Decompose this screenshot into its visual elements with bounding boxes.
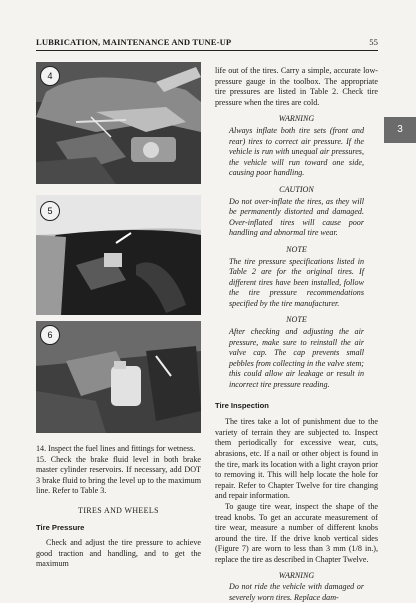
figure-number-badge: 4: [40, 66, 60, 86]
note-label: NOTE: [286, 315, 307, 325]
figure-4: [36, 62, 201, 184]
warning-text: Do not ride the vehicle with damaged or severely worn tires. Replace dam-: [229, 582, 364, 602]
note-text: The tire pressure specifications listed in Table 2 are for the original tires. If different tires have been installed, follow the tire pressure recommendations specified by the tire manufacturer.: [229, 256, 364, 308]
intro-paragraph: life out of the tires. Carry a simple, accurate low-pressure gauge in the toolbox. The appropriate tire pressures are listed in Table 2. Check tire pressure when the tires are cold.: [215, 66, 378, 107]
figure-number-badge: 5: [40, 201, 60, 221]
step-15: 15. Check the brake fluid level in both brake master cylinder reservoirs. If necessary, add DOT 3 brake fluid to bring the level up to the maximum line. Refer to Table 3.: [36, 454, 201, 496]
page-number: 55: [369, 37, 378, 47]
caution-box: [229, 185, 364, 239]
figure-5: [36, 195, 201, 315]
warning-label: WARNING: [278, 570, 315, 580]
tire-pressure-paragraph: Check and adjust the tire pressure to achieve good traction and handling, and to get the maximum: [36, 538, 201, 569]
heading-tire-pressure: Tire Pressure: [36, 522, 85, 532]
heading-tire-inspection: Tire Inspection: [215, 400, 269, 410]
note-text: After checking and adjusting the air pressure, make sure to reinstall the air valve cap. The cap prevents small pebbles from collecting in the valve stem; this could allow air leakage or result in incorrect tire pressure reading.: [229, 327, 364, 390]
note-box-2: [229, 315, 364, 390]
inspection-paragraph-2: To gauge tire wear, inspect the shape of the tread knobs. To get an accurate measurement of tire wear, measure a number of different knobs around the tire. If the drive knob vertical sides (Figure 7) are worn to less than 3 mm (1/8 in.), replace the tire as described in Chapter Twelve.: [215, 501, 378, 564]
section-title: LUBRICATION, MAINTENANCE AND TUNE-UP: [36, 37, 232, 47]
inspection-paragraph-1: The tires take a lot of punishment due to the variety of terrain they are subjected to. Inspect them periodically for excessive wear, cuts, abrasions, etc. If a nail or other object is found in the tire, mark its location with a light crayon prior to removing it. This will help locate the hole for repair. Refer to Chapter Twelve for tire changing and repair information.: [215, 417, 378, 501]
note-box: [229, 245, 364, 310]
caution-text: Do not over-inflate the tires, as they will be permanently distorted and damaged. Over-inflated tires will cause poor handling and abnormal tire wear.: [229, 196, 364, 238]
page-header: [36, 36, 378, 51]
caution-label: CAUTION: [279, 184, 314, 194]
left-column: [36, 444, 201, 570]
chapter-tab: 3: [384, 117, 416, 143]
figure-6-photo: [36, 321, 201, 433]
figure-6: [36, 321, 201, 433]
figure-number-badge: 6: [40, 325, 60, 345]
note-label: NOTE: [286, 244, 307, 254]
figure-5-photo: [36, 195, 201, 315]
figure-4-photo: [36, 62, 201, 184]
warning-text: Always inflate both tire sets (front and rear) tires to correct air pressure. If the vehicle is run with unequal air pressures, the vehicle will run toward one side, causing poor handling.: [229, 125, 364, 178]
right-column: [215, 66, 378, 603]
step-14: 14. Inspect the fuel lines and fittings for wetness.: [36, 444, 196, 453]
warning-box-2: [229, 571, 364, 603]
warning-box: [229, 114, 364, 179]
warning-label: WARNING: [278, 114, 315, 124]
heading-tires-and-wheels: TIRES AND WHEELS: [78, 505, 159, 515]
